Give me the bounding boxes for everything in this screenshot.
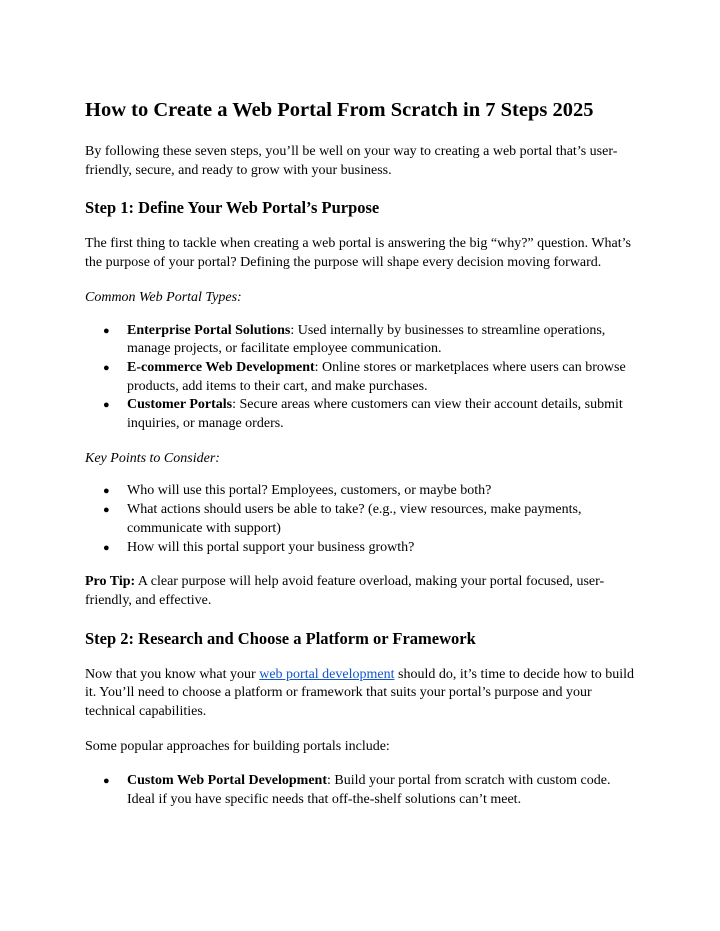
list-item <box>85 539 637 558</box>
approaches-intro: Some popular approaches for building portals include: <box>85 738 390 754</box>
list-item <box>85 359 637 396</box>
list-item-text: : Used internally by businesses to streamline operations, manage projects, or facilitate employee communication. <box>127 322 606 357</box>
list-item <box>85 482 637 501</box>
list-item-term: Customer Portals <box>127 397 233 413</box>
list-item-term: Enterprise Portal Solutions <box>127 322 291 338</box>
bullet-icon: ● <box>103 504 110 517</box>
key-points-list <box>85 482 637 557</box>
bullet-icon: ● <box>103 399 110 412</box>
list-item-term: E-commerce Web Development <box>127 359 315 375</box>
portal-types-label: Common Web Portal Types: <box>85 289 242 305</box>
step2-text-before: Now that you know what your <box>85 666 260 682</box>
pro-tip <box>85 573 637 610</box>
intro-paragraph: By following these seven steps, you’ll be well on your way to creating a web portal that’s user-friendly, secure, and ready to grow with your business. <box>85 144 618 178</box>
list-item-text: : Build your portal from scratch with custom code. Ideal if you have specific needs that off-the-shelf solutions can’t meet. <box>127 773 611 808</box>
document-page <box>85 96 637 826</box>
key-points-label: Key Points to Consider: <box>85 450 220 466</box>
list-item-text: How will this portal support your business growth? <box>127 539 415 555</box>
pro-tip-label: Pro Tip: <box>85 574 136 590</box>
list-item-text: Who will use this portal? Employees, customers, or maybe both? <box>127 483 492 499</box>
step2-heading: Step 2: Research and Choose a Platform or Framework <box>85 628 476 648</box>
step2-paragraph <box>85 666 637 722</box>
page-title: How to Create a Web Portal From Scratch in 7 Steps 2025 <box>85 99 594 121</box>
list-item <box>85 396 637 433</box>
bullet-icon: ● <box>103 361 110 374</box>
list-item <box>85 322 637 359</box>
pro-tip-text: A clear purpose will help avoid feature overload, making your portal focused, user-friendly, and effective. <box>85 574 605 608</box>
list-item <box>85 501 637 538</box>
list-item-text: What actions should users be able to take? (e.g., view resources, make payments, communicate with support) <box>127 502 582 536</box>
list-item-term: Custom Web Portal Development <box>127 773 327 789</box>
bullet-icon: ● <box>103 775 110 788</box>
web-portal-development-link[interactable]: web portal development <box>259 666 395 682</box>
portal-types-list <box>85 322 637 434</box>
approaches-list <box>85 772 637 809</box>
list-item-text: : Secure areas where customers can view their account details, submit inquiries, or manage orders. <box>127 397 623 432</box>
step2-text-after: should do, it’s time to decide how to build it. You’ll need to choose a platform or framework that suits your portal’s purpose and your technical capabilities. <box>85 666 635 720</box>
list-item-text: : Online stores or marketplaces where users can browse products, add items to their cart, and make purchases. <box>127 359 626 394</box>
bullet-icon: ● <box>103 541 110 554</box>
bullet-icon: ● <box>103 324 110 337</box>
step1-heading: Step 1: Define Your Web Portal’s Purpose <box>85 198 380 218</box>
bullet-icon: ● <box>103 485 110 498</box>
list-item <box>85 772 637 809</box>
step1-paragraph: The first thing to tackle when creating a web portal is answering the big “why?” question. What’s the purpose of your portal? Defining the purpose will shape every decision moving forward. <box>85 236 631 271</box>
